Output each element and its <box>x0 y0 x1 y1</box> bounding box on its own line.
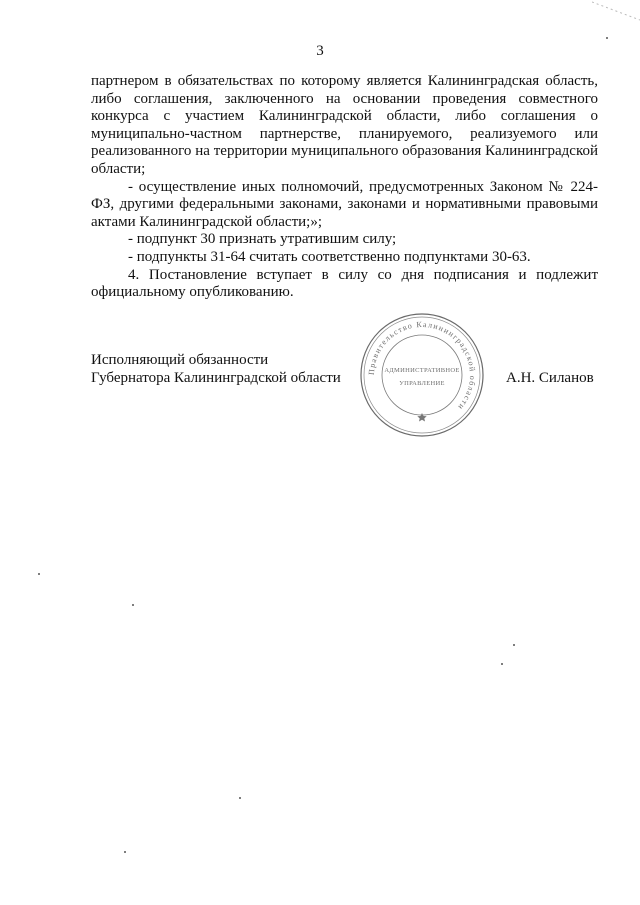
paragraph-effective-date: 4. Постановление вступает в силу со дня подписания и подлежит официальному опубликованию. <box>91 266 598 301</box>
stamp-center-line2: УПРАВЛЕНИЕ <box>399 380 445 387</box>
signature-block <box>91 351 611 411</box>
scan-corner-artifact <box>592 0 640 22</box>
scan-speck <box>124 851 126 853</box>
page-number: 3 <box>316 43 324 59</box>
paragraph-subitem-30: - подпункт 30 признать утратившим силу; <box>128 231 397 248</box>
scan-speck <box>239 797 241 799</box>
scan-speck <box>513 644 515 646</box>
stamp-ring-textpath: Правительство Калининградской области <box>366 319 478 413</box>
scan-speck <box>132 604 134 606</box>
signatory-position <box>91 351 341 387</box>
scan-speck <box>38 573 40 575</box>
stamp-star-icon <box>417 413 426 422</box>
document-body <box>91 73 598 302</box>
signatory-position-line1: Исполняющий обязанности <box>91 352 269 368</box>
official-seal-stamp <box>357 310 487 440</box>
signatory-position-line2: Губернатора Калининградской области <box>91 370 341 386</box>
stamp-center-line1: АДМИНИСТРАТИВНОЕ <box>384 367 460 374</box>
scan-speck <box>501 663 503 665</box>
paragraph-continuation: партнером в обязательствах по которому является Калининградская область, либо соглашения, заключенного на основании проведения совместного конкурса с участием Калининградской области, либо соглашения о муниципально-частном партнерстве, планируемого, реализуемого или реализованного на территории муниципального образования Калининградской области; <box>91 73 598 177</box>
scan-speck <box>606 37 608 39</box>
signatory-name: А.Н. Силанов <box>506 370 594 386</box>
paragraph-subitems-31-64: - подпункты 31-64 считать соответственно подпунктами 30-63. <box>128 248 531 265</box>
paragraph-other-powers: - осуществление иных полномочий, предусмотренных Законом № 224-ФЗ, другими федеральными законами, законами и нормативными правовыми актами Калининградской области;»; <box>91 178 598 230</box>
